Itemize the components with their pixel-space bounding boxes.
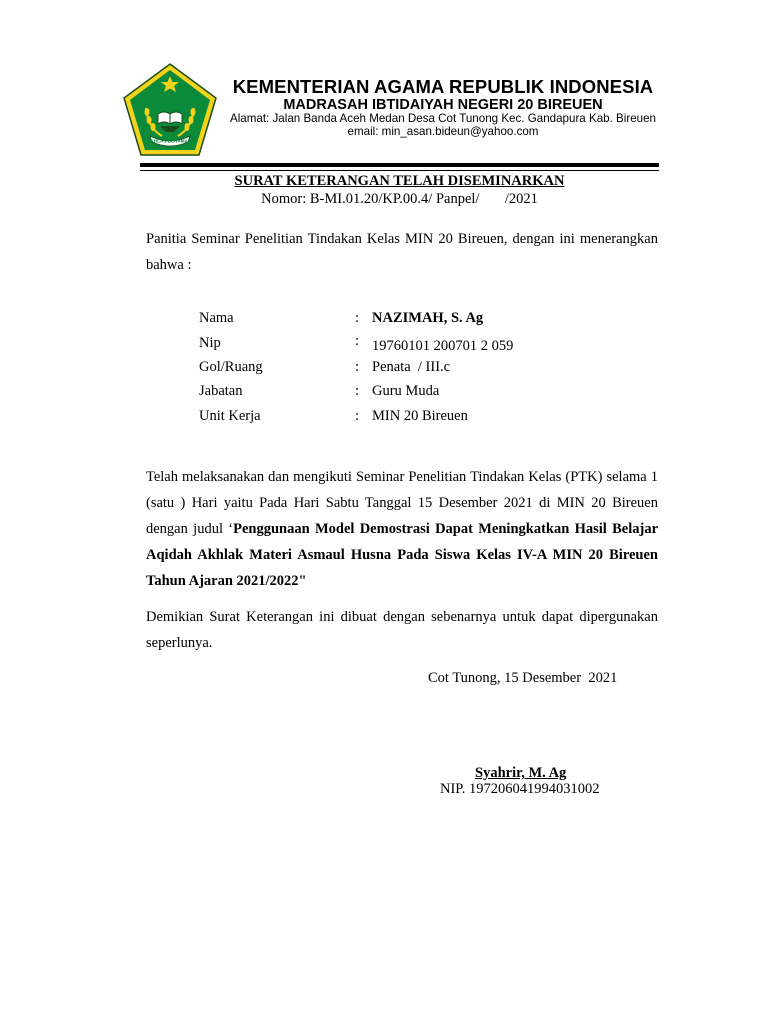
field-colon: : (355, 359, 360, 375)
signer-name: Syahrir, M. Ag (475, 765, 567, 781)
school-address: Alamat: Jalan Banda Aceh Medan Desa Cot Tunong Kec. Gandapura Kab. Bireuen (229, 112, 657, 125)
field-label-jabatan: Jabatan (199, 383, 243, 399)
field-value-jabatan: Guru Muda (372, 383, 440, 399)
field-label-nip: Nip (199, 335, 221, 351)
body-intro: Telah melaksanakan dan mengikuti Seminar Penelitian Tindakan Kelas (PTK) selama 1 (satu ) Hari yaitu Pada Hari Sabtu Tanggal 15 Desember 2021 di MIN 20 Bireuen dengan judul ‘ (146, 469, 658, 537)
field-value-unit-kerja: MIN 20 Bireuen (372, 408, 468, 424)
field-label-gol-ruang: Gol/Ruang (199, 359, 263, 375)
letter-title: SURAT KETERANGAN TELAH DISEMINARKAN (234, 173, 565, 189)
letterhead-divider (140, 163, 659, 167)
field-label-nama: Nama (199, 310, 234, 326)
body-paragraph (146, 464, 658, 594)
research-title: Penggunaan Model Demostrasi Dapat Meningkatkan Hasil Belajar Aqidah Akhlak Materi Asmaul Husna Pada Siswa Kelas IV-A MIN 20 Bireuen Tahun Ajaran 2021/2022" (146, 521, 659, 589)
school-email: email: min_asan.bideun@yahoo.com (347, 125, 539, 138)
signer-nip: NIP. 197206041994031002 (440, 781, 600, 797)
field-colon: : (355, 310, 360, 326)
place-date: Cot Tunong, 15 Desember 2021 (428, 670, 618, 686)
letterhead-divider-thin (140, 170, 659, 171)
field-colon: : (355, 333, 360, 349)
svg-text:IKHLAS BERAMAL: IKHLAS BERAMAL (149, 138, 191, 144)
field-colon: : (355, 383, 360, 399)
field-value-gol-ruang: Penata / III.c (372, 359, 451, 375)
letter-number: Nomor: B-MI.01.20/KP.00.4/ Panpel/ /2021 (261, 191, 538, 207)
field-colon: : (355, 408, 360, 424)
ministry-logo (122, 62, 218, 158)
ministry-name: KEMENTERIAN AGAMA REPUBLIK INDONESIA (232, 76, 654, 97)
opening-paragraph: Panitia Seminar Penelitian Tindakan Kelas MIN 20 Bireuen, dengan ini menerangkan bahwa : (146, 231, 658, 273)
field-value-nip: 19760101 200701 2 059 (372, 338, 514, 354)
field-value-nama: NAZIMAH, S. Ag (372, 310, 484, 326)
field-label-unit-kerja: Unit Kerja (199, 408, 261, 424)
school-name: MADRASAH IBTIDAIYAH NEGERI 20 BIREUEN (283, 97, 603, 113)
closing-paragraph: Demikian Surat Keterangan ini dibuat dengan sebenarnya untuk dapat dipergunakan seperlunya. (146, 609, 658, 651)
